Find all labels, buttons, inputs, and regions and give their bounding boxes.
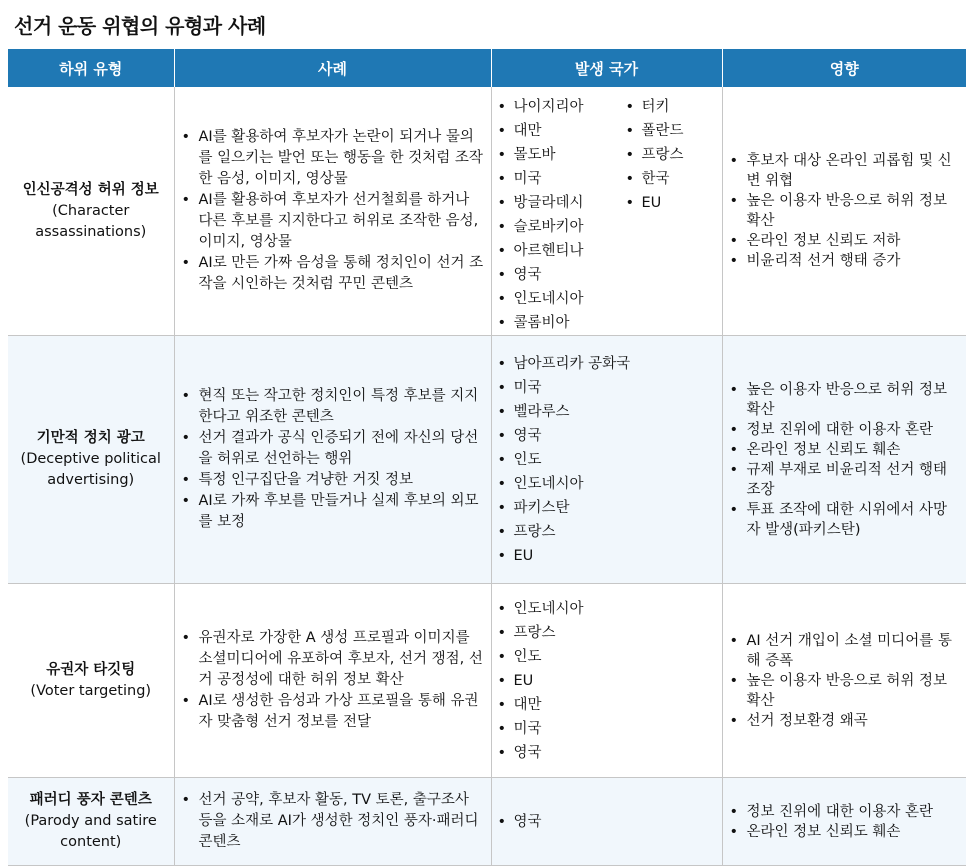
country-item: • 미국 bbox=[492, 376, 631, 400]
impact-item: • 정보 진위에 대한 이용자 혼란 bbox=[723, 802, 961, 822]
cases-cell bbox=[174, 87, 491, 336]
impact-item: • 정보 진위에 대한 이용자 혼란 bbox=[723, 420, 961, 440]
countries-cell bbox=[491, 336, 722, 584]
impact-item: • 온라인 정보 신뢰도 훼손 bbox=[723, 822, 961, 842]
country-item: • 프랑스 bbox=[492, 520, 631, 544]
impact-item: • 높은 이용자 반응으로 허위 정보 확산 bbox=[723, 380, 961, 420]
impact-item: • AI 선거 개입이 소셜 미디어를 통해 증폭 bbox=[723, 631, 961, 671]
countries-cell bbox=[491, 87, 722, 336]
country-item: • 파키스탄 bbox=[492, 496, 631, 520]
subtype-cell bbox=[8, 778, 174, 866]
impact-item: • 비윤리적 선거 행태 증가 bbox=[723, 251, 961, 271]
case-item: • AI로 가짜 후보를 만들거나 실제 후보의 외모를 보정 bbox=[175, 491, 485, 533]
case-item: • AI로 생성한 음성과 가상 프로필을 통해 유권자 맞춤형 선거 정보를 전달 bbox=[175, 691, 485, 733]
impact-item: • 온라인 정보 신뢰도 저하 bbox=[723, 231, 961, 251]
table-row bbox=[8, 584, 966, 778]
country-item: • 미국 bbox=[492, 717, 584, 741]
country-item: • 몰도바 bbox=[492, 143, 606, 167]
country-item: • 나이지리아 bbox=[492, 95, 606, 119]
subtype-english: (Parody and satire content) bbox=[24, 813, 157, 850]
impact-item: • 후보자 대상 온라인 괴롭힘 및 신변 위협 bbox=[723, 151, 961, 191]
country-item: • EU bbox=[492, 669, 584, 693]
impact-item: • 높은 이용자 반응으로 허위 정보 확산 bbox=[723, 191, 961, 231]
country-item: • 폴란드 bbox=[620, 119, 684, 143]
case-item: • 현직 또는 작고한 정치인이 특정 후보를 지지한다고 위조한 콘텐츠 bbox=[175, 386, 485, 428]
country-item: • 남아프리카 공화국 bbox=[492, 352, 631, 376]
header-subtype: 하위 유형 bbox=[8, 49, 174, 87]
impact-item: • 규제 부재로 비윤리적 선거 행태 조장 bbox=[723, 460, 961, 500]
country-item: • 프랑스 bbox=[620, 143, 684, 167]
subtype-cell bbox=[8, 87, 174, 336]
impact-cell bbox=[722, 778, 966, 866]
country-item: • 영국 bbox=[492, 263, 606, 287]
cases-cell bbox=[174, 336, 491, 584]
case-item: • 선거 결과가 공식 인증되기 전에 자신의 당선을 허위로 선언하는 행위 bbox=[175, 428, 485, 470]
country-item: • 영국 bbox=[492, 810, 542, 834]
subtype-korean: 패러디 풍자 콘텐츠 bbox=[29, 792, 152, 808]
country-item: • 터키 bbox=[620, 95, 684, 119]
subtype-korean: 기만적 정치 광고 bbox=[36, 430, 145, 446]
subtype-english: (Character assassinations) bbox=[35, 202, 147, 240]
country-item: • EU bbox=[620, 191, 684, 215]
impact-cell bbox=[722, 584, 966, 778]
country-item: • 영국 bbox=[492, 424, 631, 448]
subtype-english: (Deceptive political advertising) bbox=[20, 451, 161, 488]
header-cases: 사례 bbox=[174, 49, 491, 87]
impact-item: • 선거 정보환경 왜곡 bbox=[723, 711, 961, 731]
country-item: • 인도 bbox=[492, 448, 631, 472]
case-item: • 특정 인구집단을 겨냥한 거짓 정보 bbox=[175, 470, 485, 491]
case-item: • AI를 활용하여 후보자가 논란이 되거나 물의를 일으키는 발언 또는 행동을 한 것처럼 조작한 음성, 이미지, 영상물 bbox=[175, 127, 485, 190]
country-item: • EU bbox=[492, 544, 631, 568]
table-row bbox=[8, 336, 966, 584]
impact-item: • 온라인 정보 신뢰도 훼손 bbox=[723, 440, 961, 460]
country-item: • 대만 bbox=[492, 119, 606, 143]
case-item: • AI로 만든 가짜 음성을 통해 정치인이 선거 조작을 시인하는 것처럼 꾸민 콘텐츠 bbox=[175, 253, 485, 295]
countries-cell bbox=[491, 778, 722, 866]
case-item: • 선거 공약, 후보자 활동, TV 토론, 출구조사 등을 소재로 AI가 생성한 정치인 풍자·패러디 콘텐츠 bbox=[175, 790, 485, 853]
case-item: • 유권자로 가장한 A 생성 프로필과 이미지를 소셜미디어에 유포하여 후보자, 선거 쟁점, 선거 공정성에 대한 허위 정보 확산 bbox=[175, 628, 485, 691]
subtype-cell bbox=[8, 336, 174, 584]
country-item: • 방글라데시 bbox=[492, 191, 606, 215]
countries-cell bbox=[491, 584, 722, 778]
subtype-cell bbox=[8, 584, 174, 778]
case-item: • AI를 활용하여 후보자가 선거철회를 하거나 다른 후보를 지지한다고 허위로 조작한 음성, 이미지, 영상물 bbox=[175, 190, 485, 253]
header-row bbox=[8, 49, 966, 87]
country-item: • 인도네시아 bbox=[492, 287, 606, 311]
country-item: • 미국 bbox=[492, 167, 606, 191]
table-row bbox=[8, 778, 966, 866]
cases-cell bbox=[174, 778, 491, 866]
header-impact: 영향 bbox=[722, 49, 966, 87]
impact-cell bbox=[722, 87, 966, 336]
country-item: • 인도 bbox=[492, 645, 584, 669]
threat-table bbox=[8, 49, 966, 866]
country-item: • 영국 bbox=[492, 741, 584, 765]
country-item: • 벨라루스 bbox=[492, 400, 631, 424]
country-item: • 인도네시아 bbox=[492, 597, 584, 621]
subtype-korean: 유권자 타깃팅 bbox=[46, 661, 136, 678]
impact-item: • 투표 조작에 대한 시위에서 사망자 발생(파키스탄) bbox=[723, 500, 961, 540]
country-item: • 한국 bbox=[620, 167, 684, 191]
cases-cell bbox=[174, 584, 491, 778]
country-item: • 프랑스 bbox=[492, 621, 584, 645]
page-title: 선거 운동 위협의 유형과 사례 bbox=[14, 14, 266, 38]
table-row bbox=[8, 87, 966, 336]
country-item: • 아르헨티나 bbox=[492, 239, 606, 263]
header-countries: 발생 국가 bbox=[491, 49, 722, 87]
impact-cell bbox=[722, 336, 966, 584]
country-item: • 인도네시아 bbox=[492, 472, 631, 496]
country-item: • 대만 bbox=[492, 693, 584, 717]
country-item: • 콜롬비아 bbox=[492, 311, 606, 335]
impact-item: • 높은 이용자 반응으로 허위 정보 확산 bbox=[723, 671, 961, 711]
country-item: • 슬로바키아 bbox=[492, 215, 606, 239]
subtype-english: (Voter targeting) bbox=[30, 682, 152, 699]
subtype-korean: 인신공격성 허위 정보 bbox=[22, 181, 159, 198]
